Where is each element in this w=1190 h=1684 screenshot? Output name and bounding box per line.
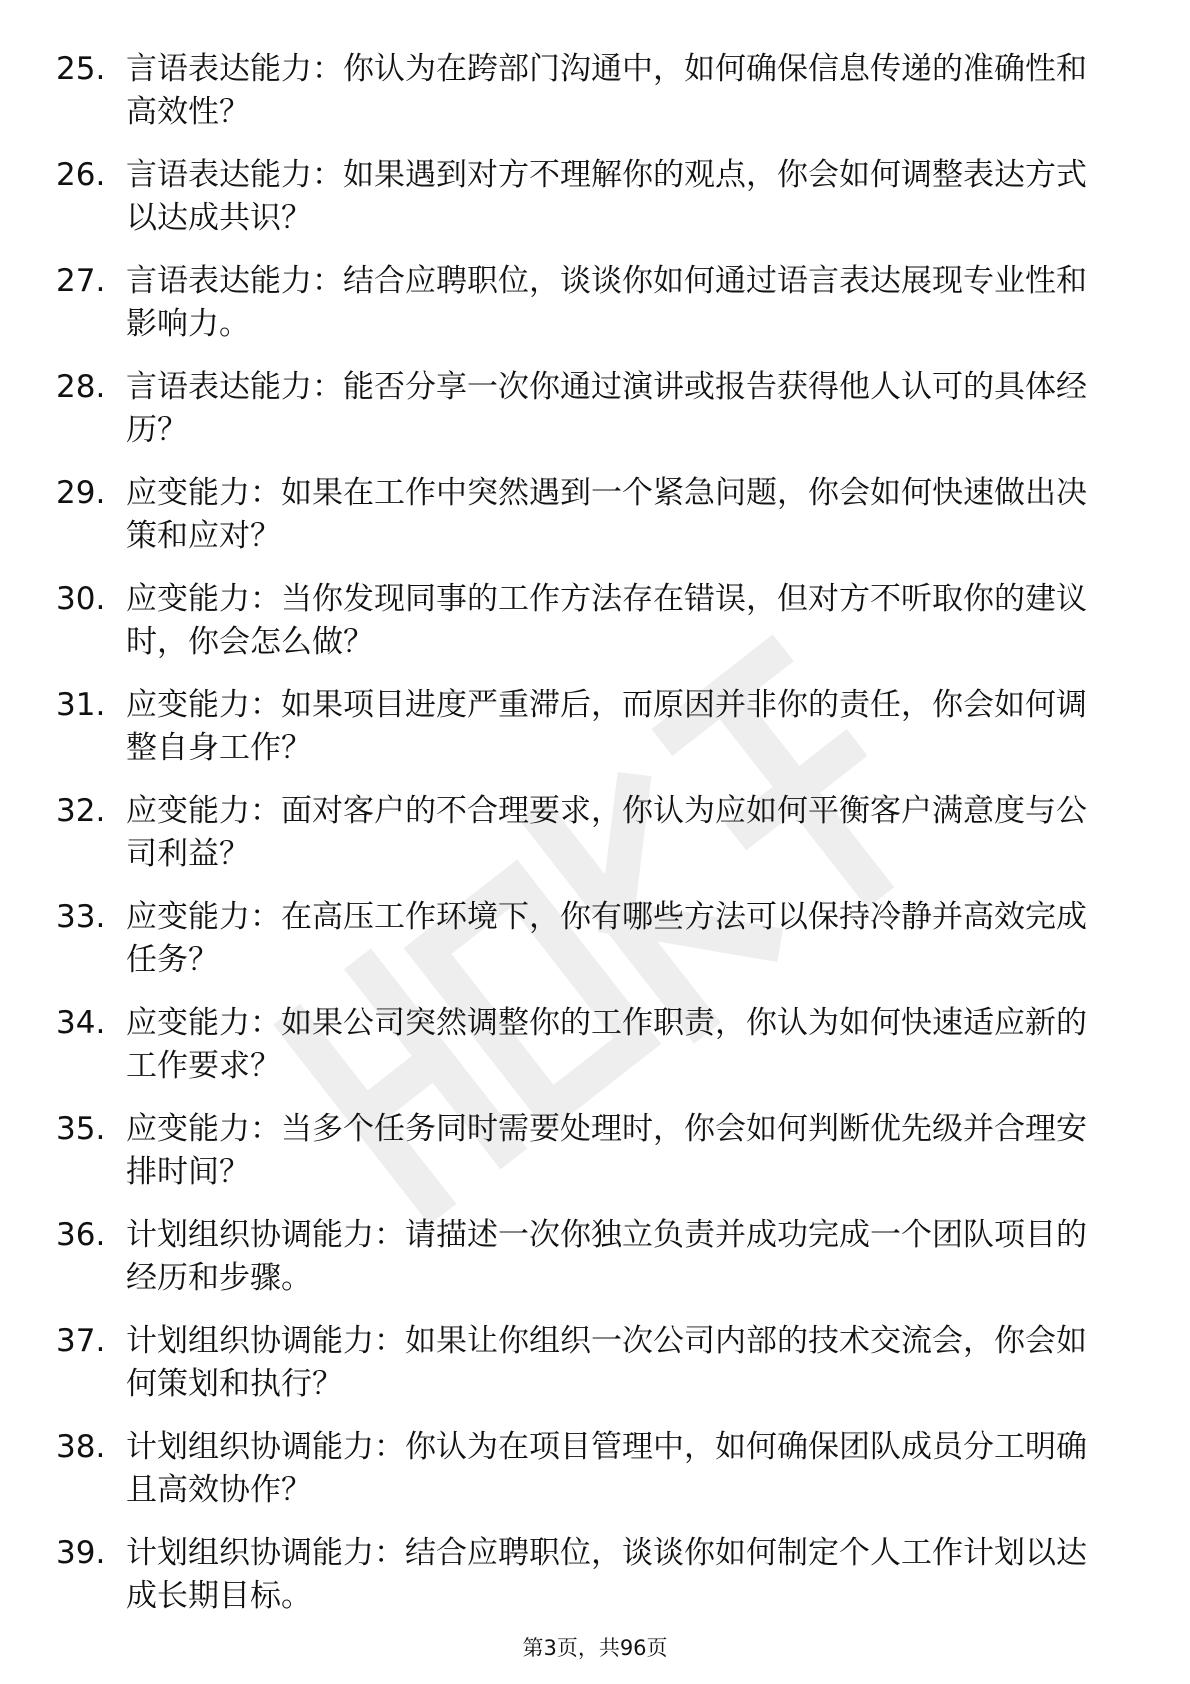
question-item — [56, 790, 1116, 876]
question-text: 应变能力：如果公司突然调整你的工作职责，你认为如何快速适应新的工作要求？ — [126, 1005, 1087, 1084]
question-number: 39. — [56, 1535, 106, 1571]
question-number: 31. — [56, 687, 106, 723]
question-item — [56, 1426, 1116, 1512]
question-number: 28. — [56, 369, 106, 405]
question-number: 37. — [56, 1323, 106, 1359]
question-text: 应变能力：如果项目进度严重滞后，而原因并非你的责任，你会如何调整自身工作？ — [126, 687, 1087, 766]
question-item — [56, 472, 1116, 558]
question-item — [56, 1108, 1116, 1194]
question-number: 34. — [56, 1005, 106, 1041]
question-item — [56, 1320, 1116, 1406]
question-text: 应变能力：如果在工作中突然遇到一个紧急问题，你会如何快速做出决策和应对？ — [126, 475, 1087, 554]
question-item — [56, 154, 1116, 240]
question-text: 计划组织协调能力：如果让你组织一次公司内部的技术交流会，你会如何策划和执行？ — [126, 1323, 1087, 1402]
question-item — [56, 1002, 1116, 1088]
question-number: 29. — [56, 475, 106, 511]
question-item — [56, 260, 1116, 346]
question-number: 33. — [56, 899, 106, 935]
question-text: 应变能力：面对客户的不合理要求，你认为应如何平衡客户满意度与公司利益？ — [126, 793, 1087, 872]
question-item — [56, 366, 1116, 452]
question-number: 32. — [56, 793, 106, 829]
question-item — [56, 48, 1116, 134]
question-item — [56, 578, 1116, 664]
question-number: 27. — [56, 263, 106, 299]
page-footer: 第3页，共96页 — [522, 1636, 668, 1660]
question-number: 25. — [56, 51, 106, 87]
question-text: 计划组织协调能力：你认为在项目管理中，如何确保团队成员分工明确且高效协作？ — [126, 1429, 1087, 1508]
question-item — [56, 1214, 1116, 1300]
question-text: 言语表达能力：如果遇到对方不理解你的观点，你会如何调整表达方式以达成共识？ — [126, 157, 1087, 236]
question-text: 应变能力：在高压工作环境下，你有哪些方法可以保持冷静并高效完成任务？ — [126, 899, 1087, 978]
question-text: 言语表达能力：结合应聘职位，谈谈你如何通过语言表达展现专业性和影响力。 — [126, 263, 1087, 342]
question-number: 36. — [56, 1217, 106, 1253]
question-text: 言语表达能力：你认为在跨部门沟通中，如何确保信息传递的准确性和高效性？ — [126, 51, 1087, 130]
question-list — [56, 48, 1116, 1638]
question-text: 言语表达能力：能否分享一次你通过演讲或报告获得他人认可的具体经历？ — [126, 369, 1087, 448]
question-text: 计划组织协调能力：结合应聘职位，谈谈你如何制定个人工作计划以达成长期目标。 — [126, 1535, 1087, 1614]
question-number: 35. — [56, 1111, 106, 1147]
question-number: 30. — [56, 581, 106, 617]
question-number: 38. — [56, 1429, 106, 1465]
question-item — [56, 896, 1116, 982]
question-item — [56, 1532, 1116, 1618]
question-text: 计划组织协调能力：请描述一次你独立负责并成功完成一个团队项目的经历和步骤。 — [126, 1217, 1087, 1296]
question-text: 应变能力：当多个任务同时需要处理时，你会如何判断优先级并合理安排时间？ — [126, 1111, 1087, 1190]
question-text: 应变能力：当你发现同事的工作方法存在错误，但对方不听取你的建议时，你会怎么做？ — [126, 581, 1087, 660]
question-item — [56, 684, 1116, 770]
question-number: 26. — [56, 157, 106, 193]
